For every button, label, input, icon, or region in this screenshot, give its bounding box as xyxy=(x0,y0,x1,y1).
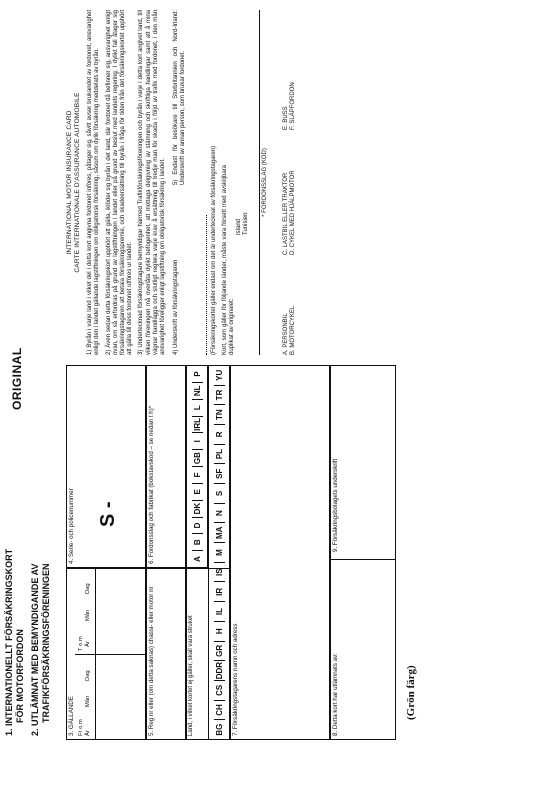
box-4 xyxy=(66,365,146,568)
box-9-label: 9. Försäkringsbolagets underskrift xyxy=(332,458,339,552)
policy-number: S - xyxy=(97,501,119,527)
kod-title: * FORDONSSLAG (KOD) xyxy=(261,148,268,217)
title-en: INTERNATIONAL MOTOR INSURANCE CARD xyxy=(66,110,73,255)
country-code: BG xyxy=(214,719,225,739)
country-code: S xyxy=(214,483,225,503)
country-code: DDR xyxy=(214,661,224,680)
country-code: I xyxy=(192,432,203,449)
box-5 xyxy=(146,568,186,740)
kod-e: E. BUSS xyxy=(282,106,289,130)
box-7-label: 7. Försäkringstagarens namn och adress xyxy=(232,623,239,736)
kod-a: A. PERSONBIL xyxy=(282,313,289,355)
kod-f: F. SLÄPFORDON xyxy=(290,82,297,130)
box-3-year2: År xyxy=(85,641,91,647)
box-8-9-divider xyxy=(330,559,396,560)
box-3-day: Dag xyxy=(85,670,91,681)
country-code: DK xyxy=(192,500,203,517)
note-1: (Försäkringskortet gäller endast om det är undertecknat av försäkringstagaren) xyxy=(210,145,217,355)
box-3-from: Fr o m xyxy=(78,719,84,736)
country-code: TR xyxy=(214,385,225,405)
country-code: IS xyxy=(214,562,225,582)
country-code: YU xyxy=(214,369,224,381)
original-label: ORIGINAL xyxy=(10,347,24,410)
box-5-label: 5. Reg nr eller (om detta saknas) chassi- eller motor nr xyxy=(148,586,155,736)
kod-list xyxy=(283,10,297,355)
country-code: IL xyxy=(214,601,225,621)
signature-line xyxy=(206,215,207,355)
country-code: GB xyxy=(192,449,203,466)
country-code: PL xyxy=(214,444,225,464)
country-code: IR xyxy=(214,582,225,602)
para-4: 4) Underskrift av försäkringstagaren xyxy=(173,259,180,355)
spacer xyxy=(330,739,331,740)
sign-row xyxy=(173,10,187,355)
land-1: Island xyxy=(236,218,243,235)
country-code: IRL xyxy=(192,416,203,433)
country-code: E xyxy=(192,483,203,500)
country-code: L xyxy=(192,399,203,416)
country-code: NL xyxy=(192,382,203,399)
country-code: SF xyxy=(214,463,225,483)
countries-label: Land, i vilket kortet ej gäller, skall vara struket xyxy=(188,615,194,736)
kod-c: C. LASTBIL ELLER TRAKTOR xyxy=(282,172,289,255)
land-2: Tunisien xyxy=(243,212,250,235)
country-code: CS xyxy=(214,680,225,700)
country-code: MA xyxy=(214,522,225,542)
country-code: GR xyxy=(214,641,225,661)
box-6-label: 6. Fordonsslag och fabrikat (bokstavskod – se nedan t h)* xyxy=(148,405,155,564)
header-line1b: FÖR MOTORFORDON xyxy=(15,629,25,723)
right-panel xyxy=(66,10,396,355)
country-code: H xyxy=(214,621,225,641)
country-code: P xyxy=(192,371,202,377)
header-line2: 2. UTLÄMNAT MED BEMYNDIGANDE AV xyxy=(30,563,40,736)
para-2: 2) Även sedan detta försäkringskort upphört att gälla, iklöder sig byrån i det land, där fordonet då befinner sig, ansvarighet enligt ovan, om så erfordras på grund av lagstiftningen i landet eller på grund av beslut med landets regering. I dylikt fall åtager sig försäkringstagaren att betala försäkringspremie, och skadeersättning till byrån i fråga för tiden från det försäkringskortet upphört att gälla till dess fordonet utföres ur landet. xyxy=(105,10,134,355)
kod-b: B. MOTORCYKEL xyxy=(290,305,297,355)
box-3-to: T o m xyxy=(78,636,84,651)
country-code: F xyxy=(192,466,203,483)
country-code: D xyxy=(192,517,203,534)
country-code: CH xyxy=(214,700,225,720)
title-fr: CARTE INTERNATIONALE D'ASSURANCE AUTOMOBILE xyxy=(73,92,81,273)
box-3-divider xyxy=(75,654,145,655)
country-code: M xyxy=(214,542,225,562)
para-5: 5) Endast för besökare till Storbritannien och Nord-Irland: Underskrift av annan person, som brukar fordonet. xyxy=(173,10,187,185)
countries-row2 xyxy=(208,365,230,740)
box-3-rule xyxy=(95,569,96,739)
para-1: 1) Byrån i varje land i vilket del i detta kort angivna fordonet införes, påtager sig, såvitt avser brukandet av fordonet, ansvarighet enligt den i landet gällande lagstiftningen om obligatorisk försäkring, såsom om dylik försäkring meddelats av byrån. xyxy=(87,10,101,355)
box-3-day2: Dag xyxy=(85,583,91,594)
kod-rule xyxy=(259,10,260,355)
country-code: B xyxy=(192,533,203,550)
box-7 xyxy=(230,365,330,740)
box-6 xyxy=(146,365,186,568)
box-3-year: År xyxy=(85,730,91,736)
para-3: 3) Undertecknad försäkringstagare bemyndigar härmed Trafikförsäkringsföreningen och byrån i varje i detta kort angivet land, till vilken föreningen må overlåta dylikt befogenhet, att mottaga delgivning av stämning och skriftliga handlingar samt att å mina vägnar handlägga och slutligt reglera varje krav å ersättning till tredje man för skada i följd av trafik med fordonet, i den mån ansvarighet föreligger enligt lagstiftning om obligatorisk försäkring i landet. xyxy=(138,10,167,355)
header-line1: 1. INTERNATIONELLT FÖRSÄKRINGSKORT xyxy=(4,548,14,736)
box-3-month: Mån xyxy=(85,695,91,707)
country-code: R xyxy=(214,424,225,444)
box-3-label: 3. GÄLLANDE xyxy=(68,696,75,736)
box-8-label: 8. Detta kort har utlämnats av: xyxy=(332,653,339,736)
header-line2b: TRAFIKFÖRSÄKRINGSFÖRENINGEN xyxy=(41,563,51,723)
box-4-label: 4. Serie- och policenummer xyxy=(68,488,75,564)
footer-color-note: (Grön färg) xyxy=(405,665,417,720)
box-3 xyxy=(66,568,146,740)
note-2: Kort, som gäller för följande länder, måste vara försett med avskiljbara duplikat av originalet: xyxy=(221,165,236,355)
country-code: TN xyxy=(214,404,225,424)
box-3-month2: Mån xyxy=(85,609,91,621)
country-code: A xyxy=(192,550,203,567)
country-code: N xyxy=(214,503,225,523)
countries-row1 xyxy=(186,365,208,568)
kod-d: D. CYKEL MED HJÄLPMOTOR xyxy=(290,170,297,255)
